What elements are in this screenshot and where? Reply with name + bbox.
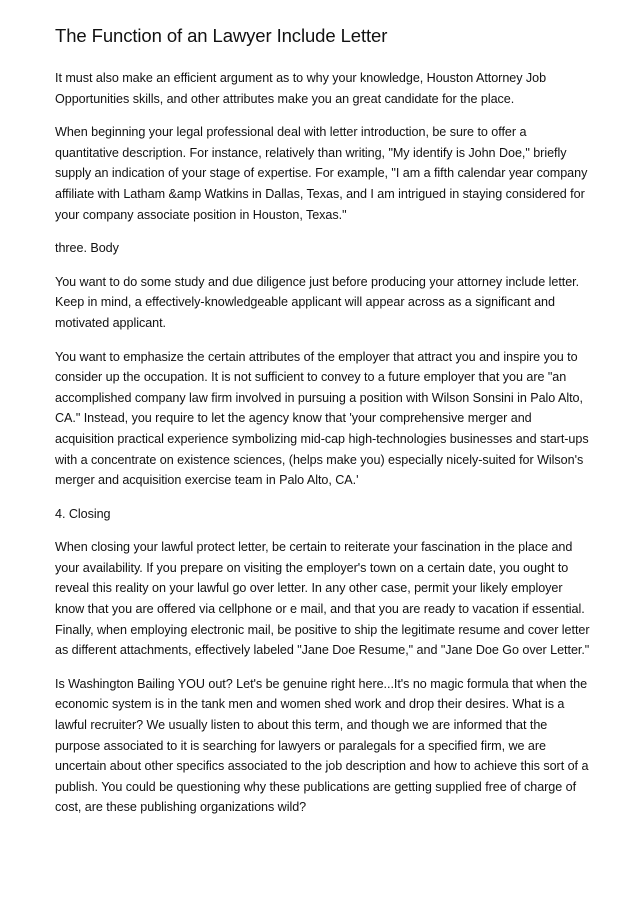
paragraph-employer-attributes: You want to emphasize the certain attributes of the employer that attract you and inspire you to consider up the occupation. It is not sufficient to convey to a future employer that you are "an accomplished company law firm involved in pursuing a position with Wilson Sonsini in Palo Alto, CA." Instead, you require to let the agency know that 'your comprehensive merger and acquisition practical experience symbolizing mid-cap high-technologies businesses and start-ups with a concentrate on existence sciences, (helps make you) especially nicely-suited for Wilson's merger and acquisition exercise team in Palo Alto, CA.' (55, 349, 589, 488)
document-page (55, 24, 590, 831)
paragraph-recruiter: Is Washington Bailing YOU out? Let's be genuine right here...It's no magic formula that when the economic system is in the tank men and women shed work and drop their desires. What is a lawful recruiter? We usually listen to about this term, and though we are informed that the purpose associated to it is searching for lawyers or paralegals for a specified firm, we are uncertain about other specifics associated to the job description and how to achieve this sort of a publish. You could be questioning why these publications are getting supplied free of charge of cost, are these publishing organizations wild? (55, 676, 589, 815)
paragraph-research: You want to do some study and due diligence just before producing your attorney include letter. Keep in mind, a effectively-knowledgeable applicant will appear across as a significant and motivated applicant. (55, 274, 580, 330)
section-heading-closing: 4. Closing (55, 506, 111, 521)
paragraph-intro: It must also make an efficient argument as to why your knowledge, Houston Attorney Job Opportunities skills, and other attributes make you an great candidate for the place. (55, 71, 547, 106)
section-heading-body: three. Body (55, 241, 119, 256)
paragraph-closing-advice: When closing your lawful protect letter, be certain to reiterate your fascination in the place and your availability. If you prepare on visiting the employer's town on a certain date, you ought to reveal this reality on your lawful go over letter. In any other case, permit your likely employer know that you are offered via cellphone or e mail, and that you are ready to vacation if essential. Finally, when employing electronic mail, be positive to ship the legitimate resume and cover letter as different attachments, effectively labeled "Jane Doe Resume," and "Jane Doe Go over Letter." (55, 540, 590, 658)
document-title: The Function of an Lawyer Include Letter (55, 25, 388, 46)
paragraph-introduction-advice: When beginning your legal professional deal with letter introduction, be sure to offer a quantitative description. For instance, relatively than writing, "My identify is John Doe," briefly supply an indication of your stage of expertise. For example, "I am a fifth calendar year company affiliate with Latham &amp Watkins in Dallas, Texas, and I am intrigued in staying considered for your company associate position in Houston, Texas." (55, 125, 588, 222)
